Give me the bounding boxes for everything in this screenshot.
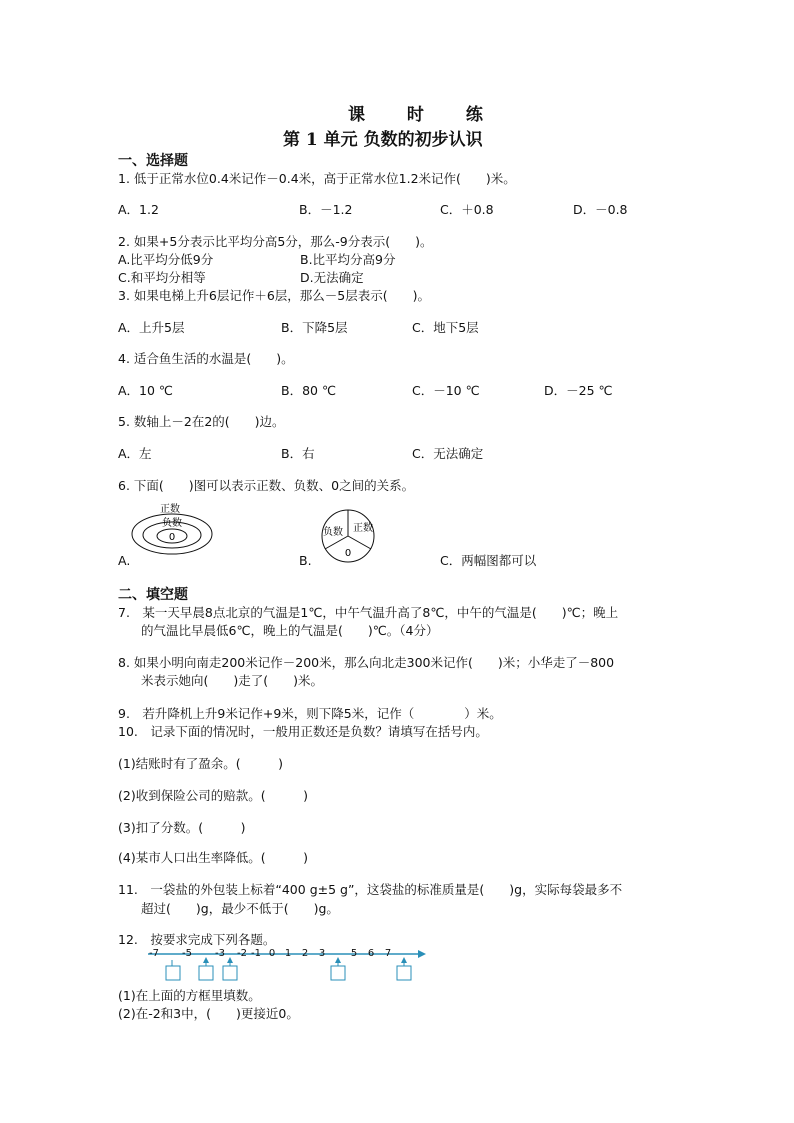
question-4-stem: 4. 适合鱼生活的水温是( )。 bbox=[118, 351, 294, 366]
q1-option-a: A．1.2 bbox=[118, 202, 159, 217]
question-12-stem: 12. 按要求完成下列各题。 bbox=[118, 932, 276, 947]
question-11-line1: 11. 一袋盐的外包装上标着“400 g±5 g”，这袋盐的标准质量是( )g，实际每袋最多不 bbox=[118, 882, 623, 897]
tick-label: 5 bbox=[350, 948, 358, 959]
question-7-line2: 的气温比早晨低6℃，晚上的气温是( )℃。（4分） bbox=[141, 623, 439, 638]
question-8-line2: 米表示她向( )走了( )米。 bbox=[141, 673, 324, 688]
q2-option-d: D.无法确定 bbox=[300, 270, 364, 285]
question-11-line2: 超过( )g，最少不低于( )g。 bbox=[141, 901, 339, 916]
q6-option-c: C．两幅图都可以 bbox=[440, 553, 537, 568]
q4-option-d: D．－25 ℃ bbox=[544, 383, 613, 398]
q2-option-c: C.和平均分相等 bbox=[118, 270, 206, 285]
q5-option-c: C．无法确定 bbox=[412, 446, 484, 461]
question-12-sub1: (1)在上面的方框里填数。 bbox=[118, 988, 261, 1003]
question-9: 9. 若升降机上升9米记作+9米，则下降5米，记作（ ）米。 bbox=[118, 706, 502, 721]
q10-item-1: (1)结账时有了盈余。( ) bbox=[118, 756, 283, 771]
question-6-stem: 6. 下面( )图可以表示正数、负数、0之间的关系。 bbox=[118, 478, 415, 493]
number-line bbox=[140, 944, 430, 988]
tick-label: -2 bbox=[237, 948, 247, 959]
section-choice-heading: 一、选择题 bbox=[118, 153, 188, 169]
blank-box-3[interactable] bbox=[223, 957, 237, 980]
q4-option-a: A．10 ℃ bbox=[118, 383, 173, 398]
tick-label: 6 bbox=[367, 948, 375, 959]
tick-label: 2 bbox=[301, 948, 309, 959]
q4-option-b: B．80 ℃ bbox=[281, 383, 336, 398]
tick-label: -1 bbox=[251, 948, 261, 959]
q5-option-a: A．左 bbox=[118, 446, 152, 461]
diagram-b-pie-circle bbox=[312, 508, 384, 564]
q1-option-d: D．－0.8 bbox=[573, 202, 628, 217]
q2-option-a: A.比平均分低9分 bbox=[118, 252, 214, 267]
tick-label: -7 bbox=[149, 948, 159, 959]
q3-option-b: B．下降5层 bbox=[281, 320, 348, 335]
q4-option-c: C．－10 ℃ bbox=[412, 383, 480, 398]
diagram-b-label-negative: 负数 bbox=[323, 527, 343, 538]
diagram-a-label-negative: 负数 bbox=[162, 518, 182, 529]
diagram-b-label-zero: 0 bbox=[344, 548, 352, 559]
tick-label: 1 bbox=[284, 948, 292, 959]
section-fill-heading: 二、填空题 bbox=[118, 587, 188, 603]
tick-label: 7 bbox=[384, 948, 392, 959]
q5-option-b: B．右 bbox=[281, 446, 315, 461]
q1-option-c: C．＋0.8 bbox=[440, 202, 494, 217]
blank-box-1[interactable] bbox=[166, 960, 180, 980]
question-10-stem: 10. 记录下面的情况时，一般用正数还是负数？请填写在括号内。 bbox=[118, 724, 488, 739]
question-2-stem: 2. 如果+5分表示比平均分高5分，那么-9分表示( )。 bbox=[118, 234, 433, 249]
diagram-b-label-positive: 正数 bbox=[353, 523, 373, 534]
q6-option-b: B. bbox=[299, 553, 312, 568]
question-12-sub2: (2)在-2和3中，( )更接近0。 bbox=[118, 1006, 299, 1021]
diagram-a-label-zero: 0 bbox=[168, 532, 176, 543]
blank-box-2[interactable] bbox=[199, 957, 213, 980]
q10-item-2: (2)收到保险公司的赔款。( ) bbox=[118, 788, 308, 803]
page-title: 课 时 练 bbox=[348, 105, 501, 125]
blank-box-5[interactable] bbox=[397, 957, 411, 980]
q3-option-c: C．地下5层 bbox=[412, 320, 479, 335]
tick-label: 3 bbox=[318, 948, 326, 959]
q6-option-a: A. bbox=[118, 553, 131, 568]
q10-item-4: (4)某市人口出生率降低。( ) bbox=[118, 850, 308, 865]
blank-box-4[interactable] bbox=[331, 957, 345, 980]
question-8-line1: 8. 如果小明向南走200米记作－200米，那么向北走300米记作( )米；小华走了－800 bbox=[118, 655, 615, 670]
q3-option-a: A．上升5层 bbox=[118, 320, 185, 335]
tick-label: 0 bbox=[268, 948, 276, 959]
page-subtitle: 第 1 单元 负数的初步认识 bbox=[283, 130, 483, 150]
q1-option-b: B．－1.2 bbox=[299, 202, 353, 217]
diagram-a-nested-ellipses bbox=[130, 500, 220, 556]
diagram-a-label-positive: 正数 bbox=[160, 504, 180, 515]
tick-label: -3 bbox=[215, 948, 225, 959]
question-3-stem: 3. 如果电梯上升6层记作＋6层，那么－5层表示( )。 bbox=[118, 288, 431, 303]
q2-option-b: B.比平均分高9分 bbox=[300, 252, 396, 267]
tick-label: -5 bbox=[182, 948, 192, 959]
number-line-arrowhead bbox=[418, 950, 426, 958]
question-7-line1: 7. 某一天早晨8点北京的气温是1℃，中午气温升高了8℃，中午的气温是( )℃；晚上 bbox=[118, 605, 619, 620]
question-5-stem: 5. 数轴上－2在2的( )边。 bbox=[118, 414, 285, 429]
question-1-stem: 1. 低于正常水位0.4米记作－0.4米，高于正常水位1.2米记作( )米。 bbox=[118, 171, 516, 186]
q10-item-3: (3)扣了分数。( ) bbox=[118, 820, 246, 835]
